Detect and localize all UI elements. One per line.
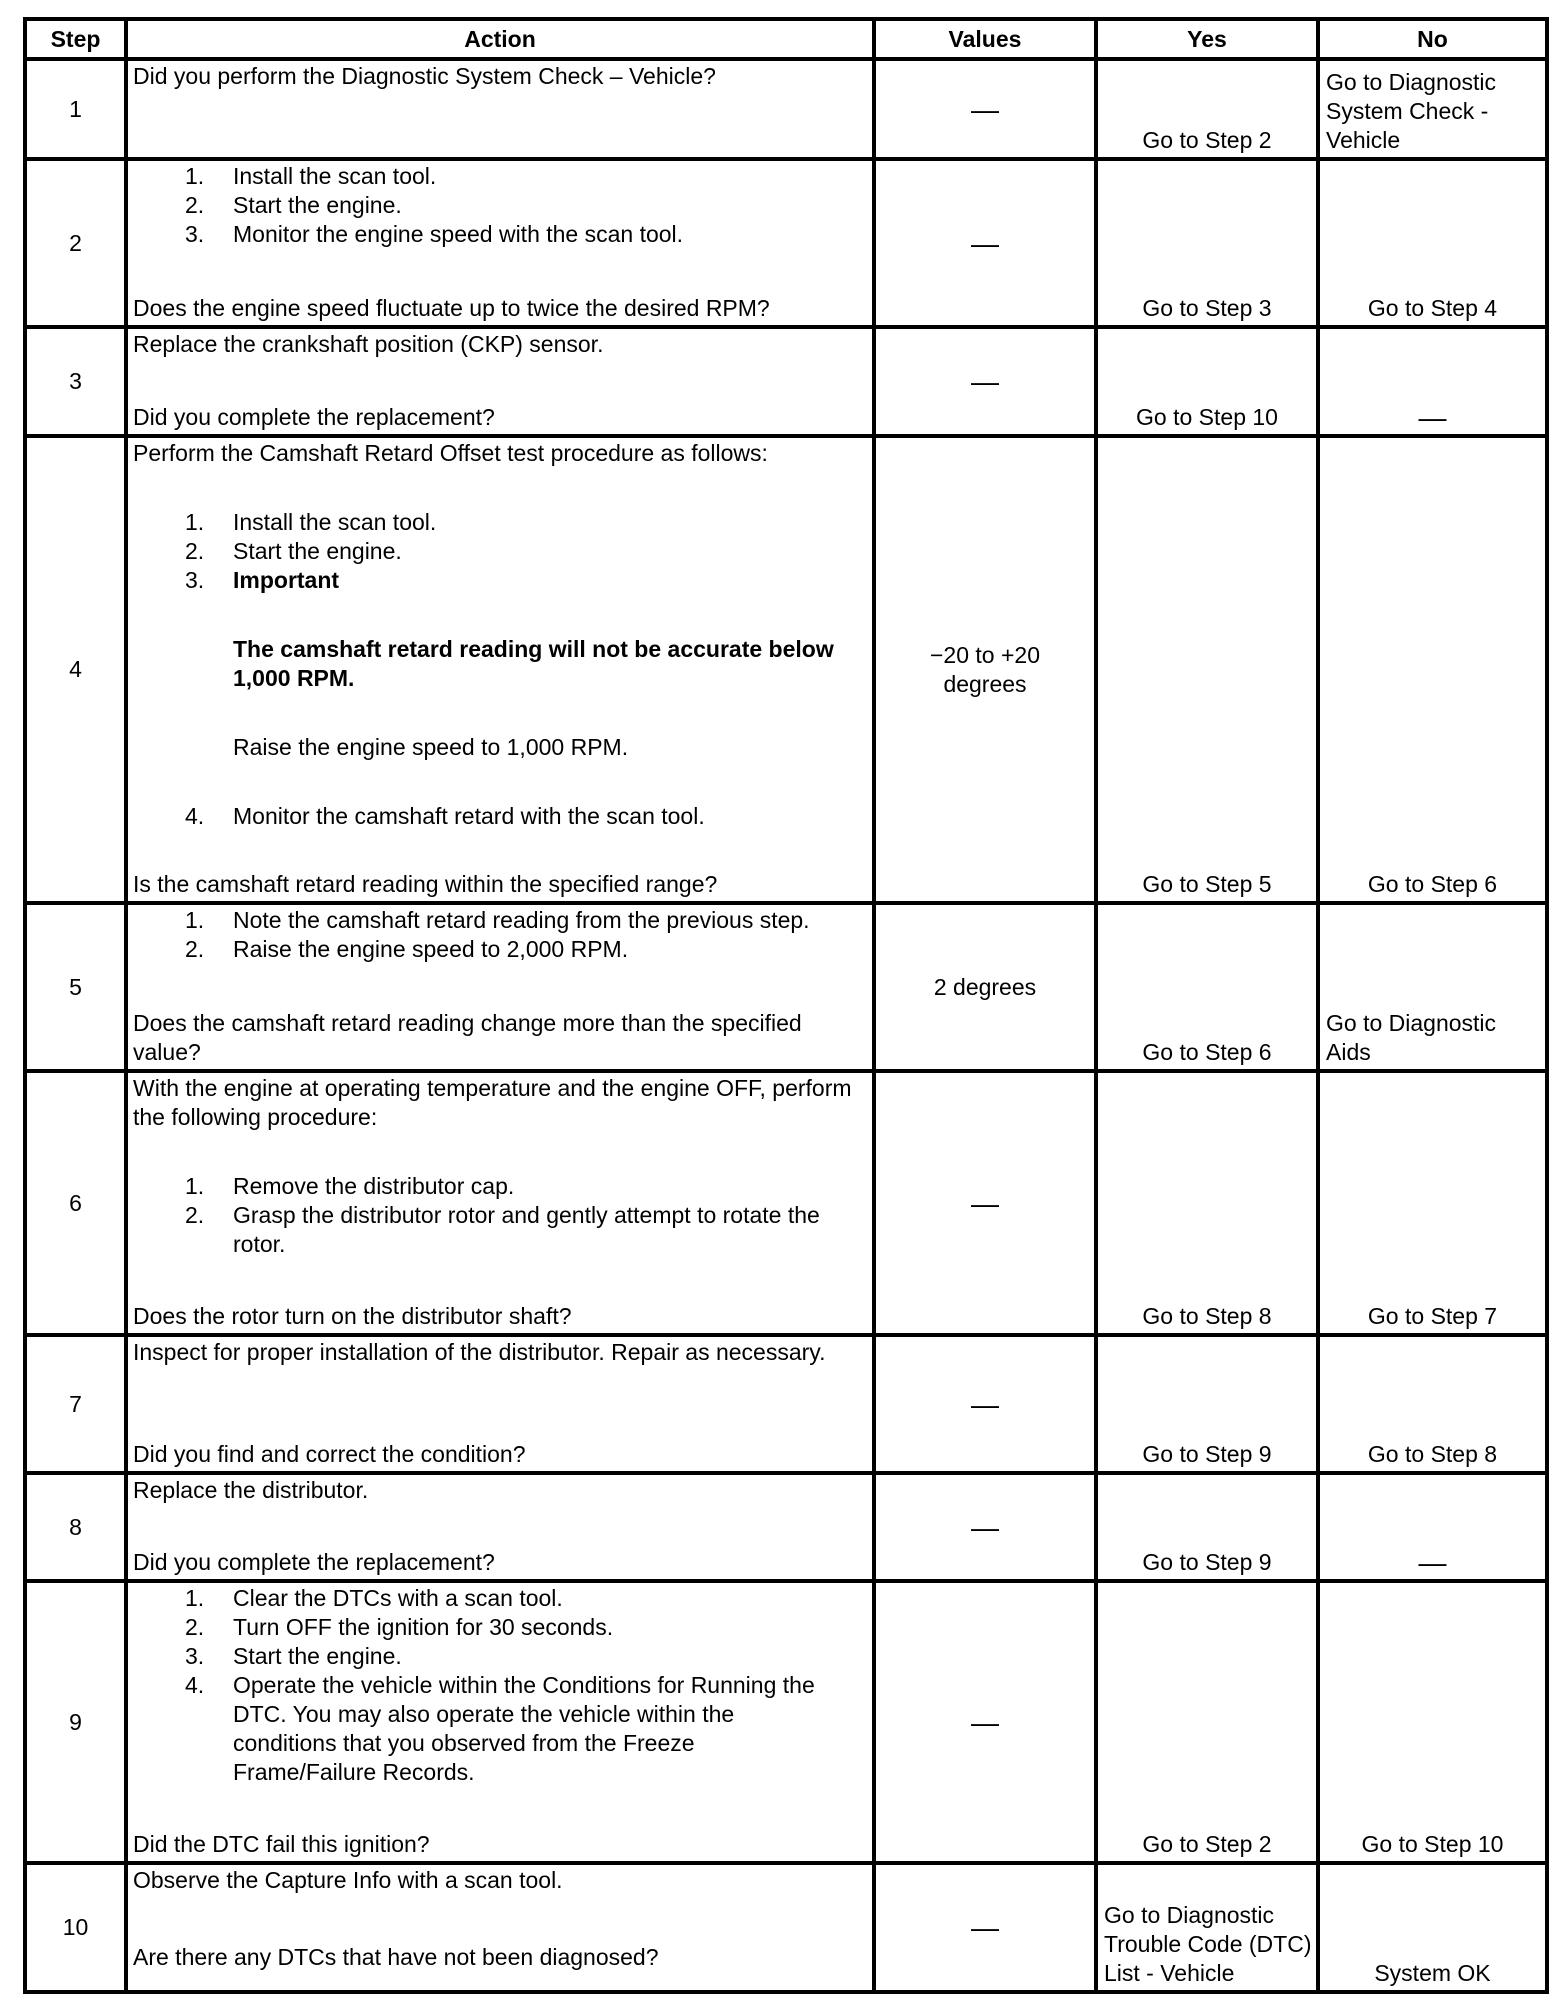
value-text: — (971, 1706, 999, 1738)
header-action: Action (126, 19, 874, 59)
table-row (25, 1581, 1547, 1863)
no-cell (1318, 59, 1547, 159)
no-cell (1318, 903, 1547, 1071)
important-action: Raise the engine speed to 1,000 RPM. (233, 734, 629, 760)
list-item: 2. Start the engine. (185, 192, 402, 218)
important-note: The camshaft retard reading will not be accurate below 1,000 RPM. (233, 636, 834, 691)
question-text: Did the DTC fail this ignition? (133, 1831, 430, 1857)
step-number: 8 (25, 1473, 126, 1581)
no-text: Go to Step 8 (1367, 1441, 1498, 1467)
list-item: 4. Operate the vehicle within the Conditions for Running the DTC. You may also operate the vehicle within the conditions that you observed from the Freeze Frame/Failure Records. (185, 1672, 815, 1785)
header-row (25, 19, 1547, 59)
procedure-list (133, 906, 867, 964)
value-text: — (971, 1511, 999, 1543)
table-row (25, 436, 1547, 903)
yes-text: Go to Step 3 (1142, 295, 1272, 321)
list-item: 1. Note the camshaft retard reading from the previous step. (185, 907, 810, 933)
value-cell (874, 159, 1096, 327)
value-text: 2 degrees (933, 973, 1037, 1000)
value-text: — (971, 93, 999, 125)
no-cell (1318, 327, 1547, 436)
procedure-list (133, 162, 867, 249)
action-cell (126, 1071, 874, 1335)
action-text: Replace the crankshaft position (CKP) sensor. (133, 331, 604, 357)
action-text: Perform the Camshaft Retard Offset test procedure as follows: (133, 440, 768, 466)
list-item: 1. Install the scan tool. (185, 509, 437, 535)
value-cell (874, 327, 1096, 436)
value-cell (874, 1863, 1096, 1992)
value-cell (874, 1473, 1096, 1581)
value-text: — (971, 1187, 999, 1219)
no-cell (1318, 1071, 1547, 1335)
list-item: 2. Turn OFF the ignition for 30 seconds. (185, 1614, 614, 1640)
step-number: 5 (25, 903, 126, 1071)
table-row (25, 1071, 1547, 1335)
header-values: Values (874, 19, 1096, 59)
header-no: No (1318, 19, 1547, 59)
yes-text: Go to Diagnostic Trouble Code (DTC) List - Vehicle (1104, 1902, 1312, 1986)
header-yes: Yes (1096, 19, 1318, 59)
step-number: 1 (25, 59, 126, 159)
no-text: Go to Diagnostic Aids (1326, 1010, 1497, 1065)
no-text: Go to Step 7 (1367, 1303, 1498, 1329)
value-cell (874, 903, 1096, 1071)
yes-text: Go to Step 9 (1142, 1549, 1272, 1575)
question-text: Did you complete the replacement? (133, 1549, 495, 1575)
header-step: Step (25, 19, 126, 59)
no-cell (1318, 1581, 1547, 1863)
no-cell (1318, 1473, 1547, 1581)
table-row (25, 1473, 1547, 1581)
value-text: −20 to +20 degrees (930, 641, 1040, 697)
procedure-list (133, 508, 867, 595)
action-cell (126, 1863, 874, 1992)
step-number: 9 (25, 1581, 126, 1863)
no-cell (1318, 1335, 1547, 1473)
no-text: System OK (1374, 1960, 1491, 1986)
action-cell (126, 1581, 874, 1863)
no-text: — (1418, 1547, 1447, 1578)
no-text: Go to Step 4 (1367, 295, 1498, 321)
yes-cell (1096, 1071, 1318, 1335)
table-row (25, 159, 1547, 327)
yes-cell (1096, 436, 1318, 903)
step-number: 7 (25, 1335, 126, 1473)
no-cell (1318, 436, 1547, 903)
no-cell (1318, 1863, 1547, 1992)
yes-text: Go to Step 6 (1142, 1039, 1272, 1065)
value-cell (874, 59, 1096, 159)
no-text: — (1418, 402, 1447, 433)
yes-cell (1096, 1581, 1318, 1863)
step-number: 6 (25, 1071, 126, 1335)
no-cell (1318, 159, 1547, 327)
action-cell (126, 1473, 874, 1581)
list-item: 4. Monitor the camshaft retard with the scan tool. (185, 803, 705, 829)
list-item: 3. Important (185, 567, 340, 593)
yes-text: Go to Step 10 (1136, 404, 1278, 430)
procedure-list (133, 1172, 867, 1259)
yes-text: Go to Step 2 (1142, 127, 1272, 153)
list-item: 2. Raise the engine speed to 2,000 RPM. (185, 936, 629, 962)
question-text: Did you complete the replacement? (133, 404, 495, 430)
action-cell (126, 436, 874, 903)
no-text: Go to Step 6 (1367, 871, 1498, 897)
question-text: Does the camshaft retard reading change more than the specified value? (133, 1010, 802, 1065)
question-text: Does the rotor turn on the distributor shaft? (133, 1303, 572, 1329)
list-item: 2. Start the engine. (185, 538, 402, 564)
step-number: 4 (25, 436, 126, 903)
yes-cell (1096, 1863, 1318, 1992)
action-text: Did you perform the Diagnostic System Check – Vehicle? (133, 63, 716, 89)
question-text: Is the camshaft retard reading within the specified range? (133, 871, 718, 897)
yes-cell (1096, 1335, 1318, 1473)
action-cell (126, 59, 874, 159)
value-cell (874, 1071, 1096, 1335)
action-cell (126, 1335, 874, 1473)
yes-text: Go to Step 8 (1142, 1303, 1272, 1329)
table-row (25, 1863, 1547, 1992)
question-text: Did you find and correct the condition? (133, 1441, 526, 1467)
list-item: 1. Install the scan tool. (185, 163, 437, 189)
yes-text: Go to Step 9 (1142, 1441, 1272, 1467)
list-item: 3. Start the engine. (185, 1643, 402, 1669)
no-text: Go to Step 10 (1361, 1831, 1504, 1857)
value-cell (874, 1335, 1096, 1473)
yes-cell (1096, 159, 1318, 327)
list-item: 1. Remove the distributor cap. (185, 1173, 515, 1199)
value-cell (874, 1581, 1096, 1863)
diagnostic-table (23, 17, 1549, 1994)
value-cell (874, 436, 1096, 903)
action-cell (126, 159, 874, 327)
step-number: 2 (25, 159, 126, 327)
step-number: 3 (25, 327, 126, 436)
yes-text: Go to Step 2 (1142, 1831, 1272, 1857)
procedure-list (133, 1584, 867, 1787)
value-text: — (971, 1388, 999, 1420)
yes-cell (1096, 903, 1318, 1071)
step-number: 10 (25, 1863, 126, 1992)
question-text: Does the engine speed fluctuate up to twice the desired RPM? (133, 295, 770, 321)
list-item: 2. Grasp the distributor rotor and gently attempt to rotate the rotor. (185, 1202, 820, 1257)
question-text: Are there any DTCs that have not been diagnosed? (133, 1944, 659, 1970)
no-text: Go to Diagnostic System Check - Vehicle (1326, 69, 1497, 153)
table-row (25, 903, 1547, 1071)
value-text: — (971, 1912, 999, 1943)
yes-cell (1096, 1473, 1318, 1581)
list-item: 1. Clear the DTCs with a scan tool. (185, 1585, 563, 1611)
yes-cell (1096, 327, 1318, 436)
value-text: — (971, 227, 999, 259)
action-text: Inspect for proper installation of the distributor. Repair as necessary. (133, 1339, 826, 1365)
action-text: With the engine at operating temperature and the engine OFF, perform the following procedure: (133, 1075, 852, 1130)
yes-text: Go to Step 5 (1142, 871, 1272, 897)
action-cell (126, 903, 874, 1071)
table-row (25, 1335, 1547, 1473)
action-cell (126, 327, 874, 436)
procedure-list (133, 802, 867, 831)
action-text: Observe the Capture Info with a scan tool. (133, 1867, 563, 1893)
table-row (25, 59, 1547, 159)
action-text: Replace the distributor. (133, 1477, 369, 1503)
table-row (25, 327, 1547, 436)
yes-cell (1096, 59, 1318, 159)
value-text: — (971, 366, 999, 397)
list-item: 3. Monitor the engine speed with the scan tool. (185, 221, 684, 247)
